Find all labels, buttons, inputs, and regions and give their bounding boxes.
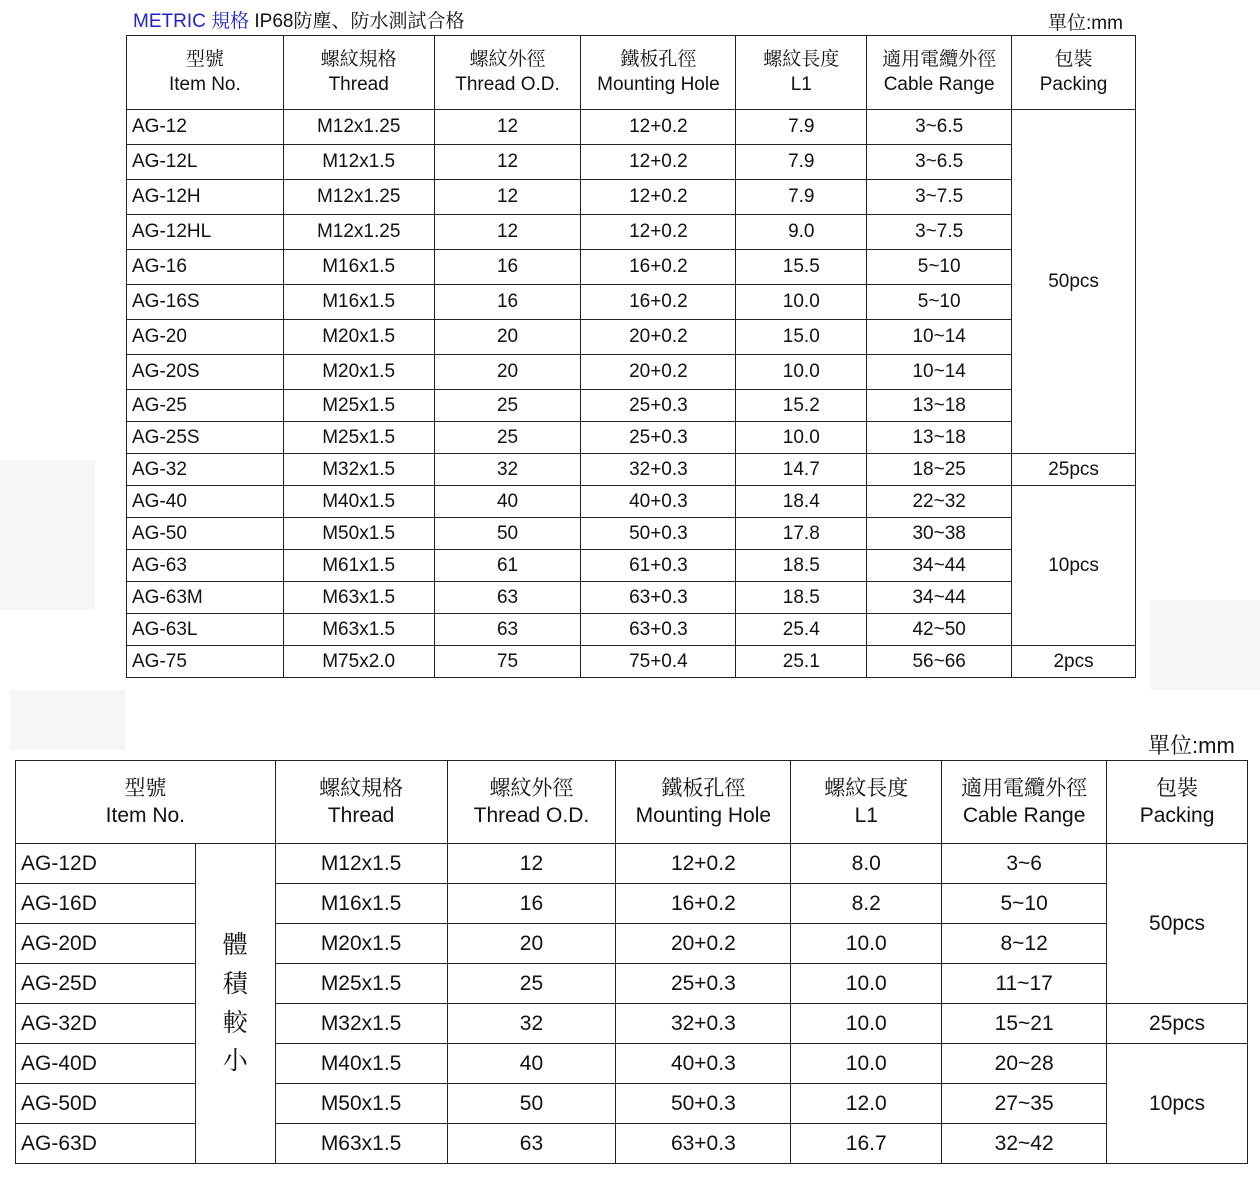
table-row [127, 550, 1136, 582]
table1-title [133, 6, 464, 33]
table2-unit-label: 單位:mm [1148, 733, 1235, 758]
table-row [127, 285, 1136, 320]
thread-od-cell: 32 [434, 454, 581, 486]
spec-table-standard [126, 35, 1136, 678]
item-no-cell: AG-12H [127, 180, 284, 215]
compact-size-note [195, 844, 275, 1164]
thread-cell: M50x1.5 [283, 518, 434, 550]
header-mounting-hole: 鐵板孔徑 Mounting Hole [616, 761, 791, 844]
cable-range-cell: 8~12 [942, 924, 1107, 964]
table-row [127, 486, 1136, 518]
mounting-hole-cell: 20+0.2 [616, 924, 791, 964]
watermark-block [10, 690, 125, 750]
item-no-cell: AG-12L [127, 145, 284, 180]
mounting-hole-cell: 16+0.2 [581, 285, 736, 320]
header-cable-range: 適用電纜外徑 Cable Range [942, 761, 1107, 844]
thread-cell: M50x1.5 [275, 1084, 447, 1124]
mounting-hole-cell: 40+0.3 [581, 486, 736, 518]
cable-range-cell: 3~7.5 [867, 180, 1012, 215]
mounting-hole-cell: 25+0.3 [581, 390, 736, 422]
thread-cell: M40x1.5 [283, 486, 434, 518]
l1-cell: 10.0 [791, 1044, 942, 1084]
l1-cell: 7.9 [736, 145, 867, 180]
header-l1: 螺紋長度 L1 [791, 761, 942, 844]
item-no-cell: AG-63M [127, 582, 284, 614]
l1-cell: 15.5 [736, 250, 867, 285]
thread-cell: M63x1.5 [283, 614, 434, 646]
thread-cell: M63x1.5 [275, 1124, 447, 1164]
packing-cell: 50pcs [1107, 844, 1248, 1004]
l1-cell: 18.4 [736, 486, 867, 518]
packing-cell: 10pcs [1107, 1044, 1248, 1164]
mounting-hole-cell: 32+0.3 [581, 454, 736, 486]
item-no-cell: AG-20D [16, 924, 196, 964]
cable-range-cell: 5~10 [942, 884, 1107, 924]
mounting-hole-cell: 63+0.3 [581, 582, 736, 614]
header-l1: 螺紋長度 L1 [736, 36, 867, 110]
thread-cell: M12x1.5 [283, 145, 434, 180]
cable-range-cell: 3~7.5 [867, 215, 1012, 250]
table-row [127, 646, 1136, 678]
thread-cell: M40x1.5 [275, 1044, 447, 1084]
thread-od-cell: 40 [447, 1044, 616, 1084]
thread-od-cell: 20 [434, 320, 581, 355]
thread-cell: M61x1.5 [283, 550, 434, 582]
thread-od-cell: 25 [434, 390, 581, 422]
cable-range-cell: 3~6.5 [867, 145, 1012, 180]
item-no-cell: AG-63 [127, 550, 284, 582]
cable-range-cell: 22~32 [867, 486, 1012, 518]
l1-cell: 25.4 [736, 614, 867, 646]
thread-cell: M25x1.5 [275, 964, 447, 1004]
thread-od-cell: 50 [434, 518, 581, 550]
thread-cell: M16x1.5 [283, 285, 434, 320]
thread-od-cell: 12 [447, 844, 616, 884]
table-row [127, 215, 1136, 250]
mounting-hole-cell: 12+0.2 [581, 215, 736, 250]
item-no-cell: AG-12HL [127, 215, 284, 250]
thread-od-cell: 16 [434, 250, 581, 285]
cable-range-cell: 27~35 [942, 1084, 1107, 1124]
cable-range-cell: 15~21 [942, 1004, 1107, 1044]
mounting-hole-cell: 50+0.3 [581, 518, 736, 550]
header-item-no: 型號 Item No. [127, 36, 284, 110]
thread-od-cell: 20 [434, 355, 581, 390]
thread-od-cell: 61 [434, 550, 581, 582]
l1-cell: 9.0 [736, 215, 867, 250]
item-no-cell: AG-32 [127, 454, 284, 486]
cable-range-cell: 42~50 [867, 614, 1012, 646]
thread-od-cell: 16 [447, 884, 616, 924]
table-header-row [16, 761, 1248, 844]
cable-range-cell: 20~28 [942, 1044, 1107, 1084]
cable-range-cell: 10~14 [867, 320, 1012, 355]
cable-range-cell: 3~6 [942, 844, 1107, 884]
item-no-cell: AG-40 [127, 486, 284, 518]
thread-cell: M20x1.5 [283, 355, 434, 390]
l1-cell: 10.0 [736, 422, 867, 454]
cable-range-cell: 34~44 [867, 582, 1012, 614]
thread-od-cell: 25 [447, 964, 616, 1004]
cable-range-cell: 5~10 [867, 250, 1012, 285]
l1-cell: 8.0 [791, 844, 942, 884]
cable-range-cell: 30~38 [867, 518, 1012, 550]
l1-cell: 10.0 [736, 285, 867, 320]
table-row [16, 844, 1248, 884]
title-metric: METRIC 規格 [133, 11, 250, 32]
item-no-cell: AG-40D [16, 1044, 196, 1084]
note-char: 體 [222, 931, 248, 959]
mounting-hole-cell: 25+0.3 [581, 422, 736, 454]
packing-cell: 25pcs [1107, 1004, 1248, 1044]
item-no-cell: AG-75 [127, 646, 284, 678]
item-no-cell: AG-16S [127, 285, 284, 320]
item-no-cell: AG-20 [127, 320, 284, 355]
header-thread-od: 螺紋外徑 Thread O.D. [447, 761, 616, 844]
l1-cell: 10.0 [736, 355, 867, 390]
l1-cell: 10.0 [791, 1004, 942, 1044]
table-row [127, 454, 1136, 486]
cable-range-cell: 3~6.5 [867, 110, 1012, 145]
thread-cell: M12x1.25 [283, 180, 434, 215]
mounting-hole-cell: 20+0.2 [581, 320, 736, 355]
header-packing: 包裝 Packing [1107, 761, 1248, 844]
thread-od-cell: 20 [447, 924, 616, 964]
item-no-cell: AG-25D [16, 964, 196, 1004]
table-header-row [127, 36, 1136, 110]
l1-cell: 7.9 [736, 180, 867, 215]
mounting-hole-cell: 12+0.2 [581, 180, 736, 215]
mounting-hole-cell: 61+0.3 [581, 550, 736, 582]
table1-body [127, 110, 1136, 678]
header-item-no: 型號 Item No. [16, 761, 276, 844]
l1-cell: 10.0 [791, 964, 942, 1004]
thread-od-cell: 50 [447, 1084, 616, 1124]
l1-cell: 18.5 [736, 550, 867, 582]
cable-range-cell: 10~14 [867, 355, 1012, 390]
thread-od-cell: 63 [434, 614, 581, 646]
thread-od-cell: 32 [447, 1004, 616, 1044]
table1-unit-label: 單位:mm [1048, 13, 1123, 34]
thread-cell: M12x1.25 [283, 215, 434, 250]
item-no-cell: AG-32D [16, 1004, 196, 1044]
thread-od-cell: 12 [434, 180, 581, 215]
l1-cell: 7.9 [736, 110, 867, 145]
thread-od-cell: 63 [447, 1124, 616, 1164]
table-row [127, 320, 1136, 355]
item-no-cell: AG-50 [127, 518, 284, 550]
cable-range-cell: 5~10 [867, 285, 1012, 320]
mounting-hole-cell: 50+0.3 [616, 1084, 791, 1124]
thread-od-cell: 63 [434, 582, 581, 614]
thread-cell: M12x1.5 [275, 844, 447, 884]
table-row [127, 614, 1136, 646]
mounting-hole-cell: 63+0.3 [581, 614, 736, 646]
thread-od-cell: 25 [434, 422, 581, 454]
mounting-hole-cell: 16+0.2 [616, 884, 791, 924]
l1-cell: 14.7 [736, 454, 867, 486]
cable-range-cell: 13~18 [867, 422, 1012, 454]
l1-cell: 18.5 [736, 582, 867, 614]
item-no-cell: AG-63L [127, 614, 284, 646]
mounting-hole-cell: 75+0.4 [581, 646, 736, 678]
header-mounting-hole: 鐵板孔徑 Mounting Hole [581, 36, 736, 110]
mounting-hole-cell: 12+0.2 [616, 844, 791, 884]
header-thread: 螺紋規格 Thread [275, 761, 447, 844]
note-char: 積 [222, 969, 248, 998]
table-row [127, 110, 1136, 145]
table-row [127, 390, 1136, 422]
cable-range-cell: 13~18 [867, 390, 1012, 422]
thread-od-cell: 12 [434, 110, 581, 145]
header-packing: 包裝 Packing [1012, 36, 1136, 110]
thread-cell: M63x1.5 [283, 582, 434, 614]
item-no-cell: AG-25S [127, 422, 284, 454]
thread-cell: M75x2.0 [283, 646, 434, 678]
thread-cell: M16x1.5 [275, 884, 447, 924]
thread-cell: M25x1.5 [283, 390, 434, 422]
table-row [127, 582, 1136, 614]
table-row [127, 145, 1136, 180]
mounting-hole-cell: 25+0.3 [616, 964, 791, 1004]
mounting-hole-cell: 63+0.3 [616, 1124, 791, 1164]
item-no-cell: AG-20S [127, 355, 284, 390]
l1-cell: 25.1 [736, 646, 867, 678]
title-ip68: IP68防塵、防水測試合格 [249, 11, 465, 32]
watermark-block [1150, 600, 1260, 690]
item-no-cell: AG-16D [16, 884, 196, 924]
thread-od-cell: 75 [434, 646, 581, 678]
thread-od-cell: 16 [434, 285, 581, 320]
note-char: 小 [222, 1047, 248, 1076]
table-row [127, 355, 1136, 390]
cable-range-cell: 11~17 [942, 964, 1107, 1004]
packing-cell: 25pcs [1012, 454, 1136, 486]
thread-cell: M20x1.5 [283, 320, 434, 355]
item-no-cell: AG-25 [127, 390, 284, 422]
cable-range-cell: 34~44 [867, 550, 1012, 582]
item-no-cell: AG-12 [127, 110, 284, 145]
table-row [127, 422, 1136, 454]
thread-cell: M32x1.5 [283, 454, 434, 486]
l1-cell: 8.2 [791, 884, 942, 924]
l1-cell: 17.8 [736, 518, 867, 550]
item-no-cell: AG-63D [16, 1124, 196, 1164]
header-thread-od: 螺紋外徑 Thread O.D. [434, 36, 581, 110]
table-row [127, 180, 1136, 215]
table-row [127, 518, 1136, 550]
note-char: 較 [222, 1008, 248, 1037]
packing-cell: 10pcs [1012, 486, 1136, 646]
cable-range-cell: 18~25 [867, 454, 1012, 486]
watermark-block [0, 460, 95, 610]
thread-cell: M32x1.5 [275, 1004, 447, 1044]
l1-cell: 12.0 [791, 1084, 942, 1124]
mounting-hole-cell: 16+0.2 [581, 250, 736, 285]
packing-cell: 50pcs [1012, 110, 1136, 454]
item-no-cell: AG-12D [16, 844, 196, 884]
header-thread: 螺紋規格 Thread [283, 36, 434, 110]
l1-cell: 15.0 [736, 320, 867, 355]
thread-cell: M25x1.5 [283, 422, 434, 454]
thread-od-cell: 12 [434, 145, 581, 180]
thread-od-cell: 40 [434, 486, 581, 518]
packing-cell: 2pcs [1012, 646, 1136, 678]
mounting-hole-cell: 12+0.2 [581, 110, 736, 145]
mounting-hole-cell: 12+0.2 [581, 145, 736, 180]
mounting-hole-cell: 32+0.3 [616, 1004, 791, 1044]
l1-cell: 10.0 [791, 924, 942, 964]
item-no-cell: AG-50D [16, 1084, 196, 1124]
thread-cell: M16x1.5 [283, 250, 434, 285]
spec-table-compact [15, 760, 1248, 1164]
table-row [127, 250, 1136, 285]
l1-cell: 15.2 [736, 390, 867, 422]
thread-od-cell: 12 [434, 215, 581, 250]
thread-cell: M12x1.25 [283, 110, 434, 145]
cable-range-cell: 56~66 [867, 646, 1012, 678]
item-no-cell: AG-16 [127, 250, 284, 285]
cable-range-cell: 32~42 [942, 1124, 1107, 1164]
header-cable-range: 適用電纜外徑 Cable Range [867, 36, 1012, 110]
table2-body [16, 844, 1248, 1164]
mounting-hole-cell: 20+0.2 [581, 355, 736, 390]
thread-cell: M20x1.5 [275, 924, 447, 964]
l1-cell: 16.7 [791, 1124, 942, 1164]
mounting-hole-cell: 40+0.3 [616, 1044, 791, 1084]
